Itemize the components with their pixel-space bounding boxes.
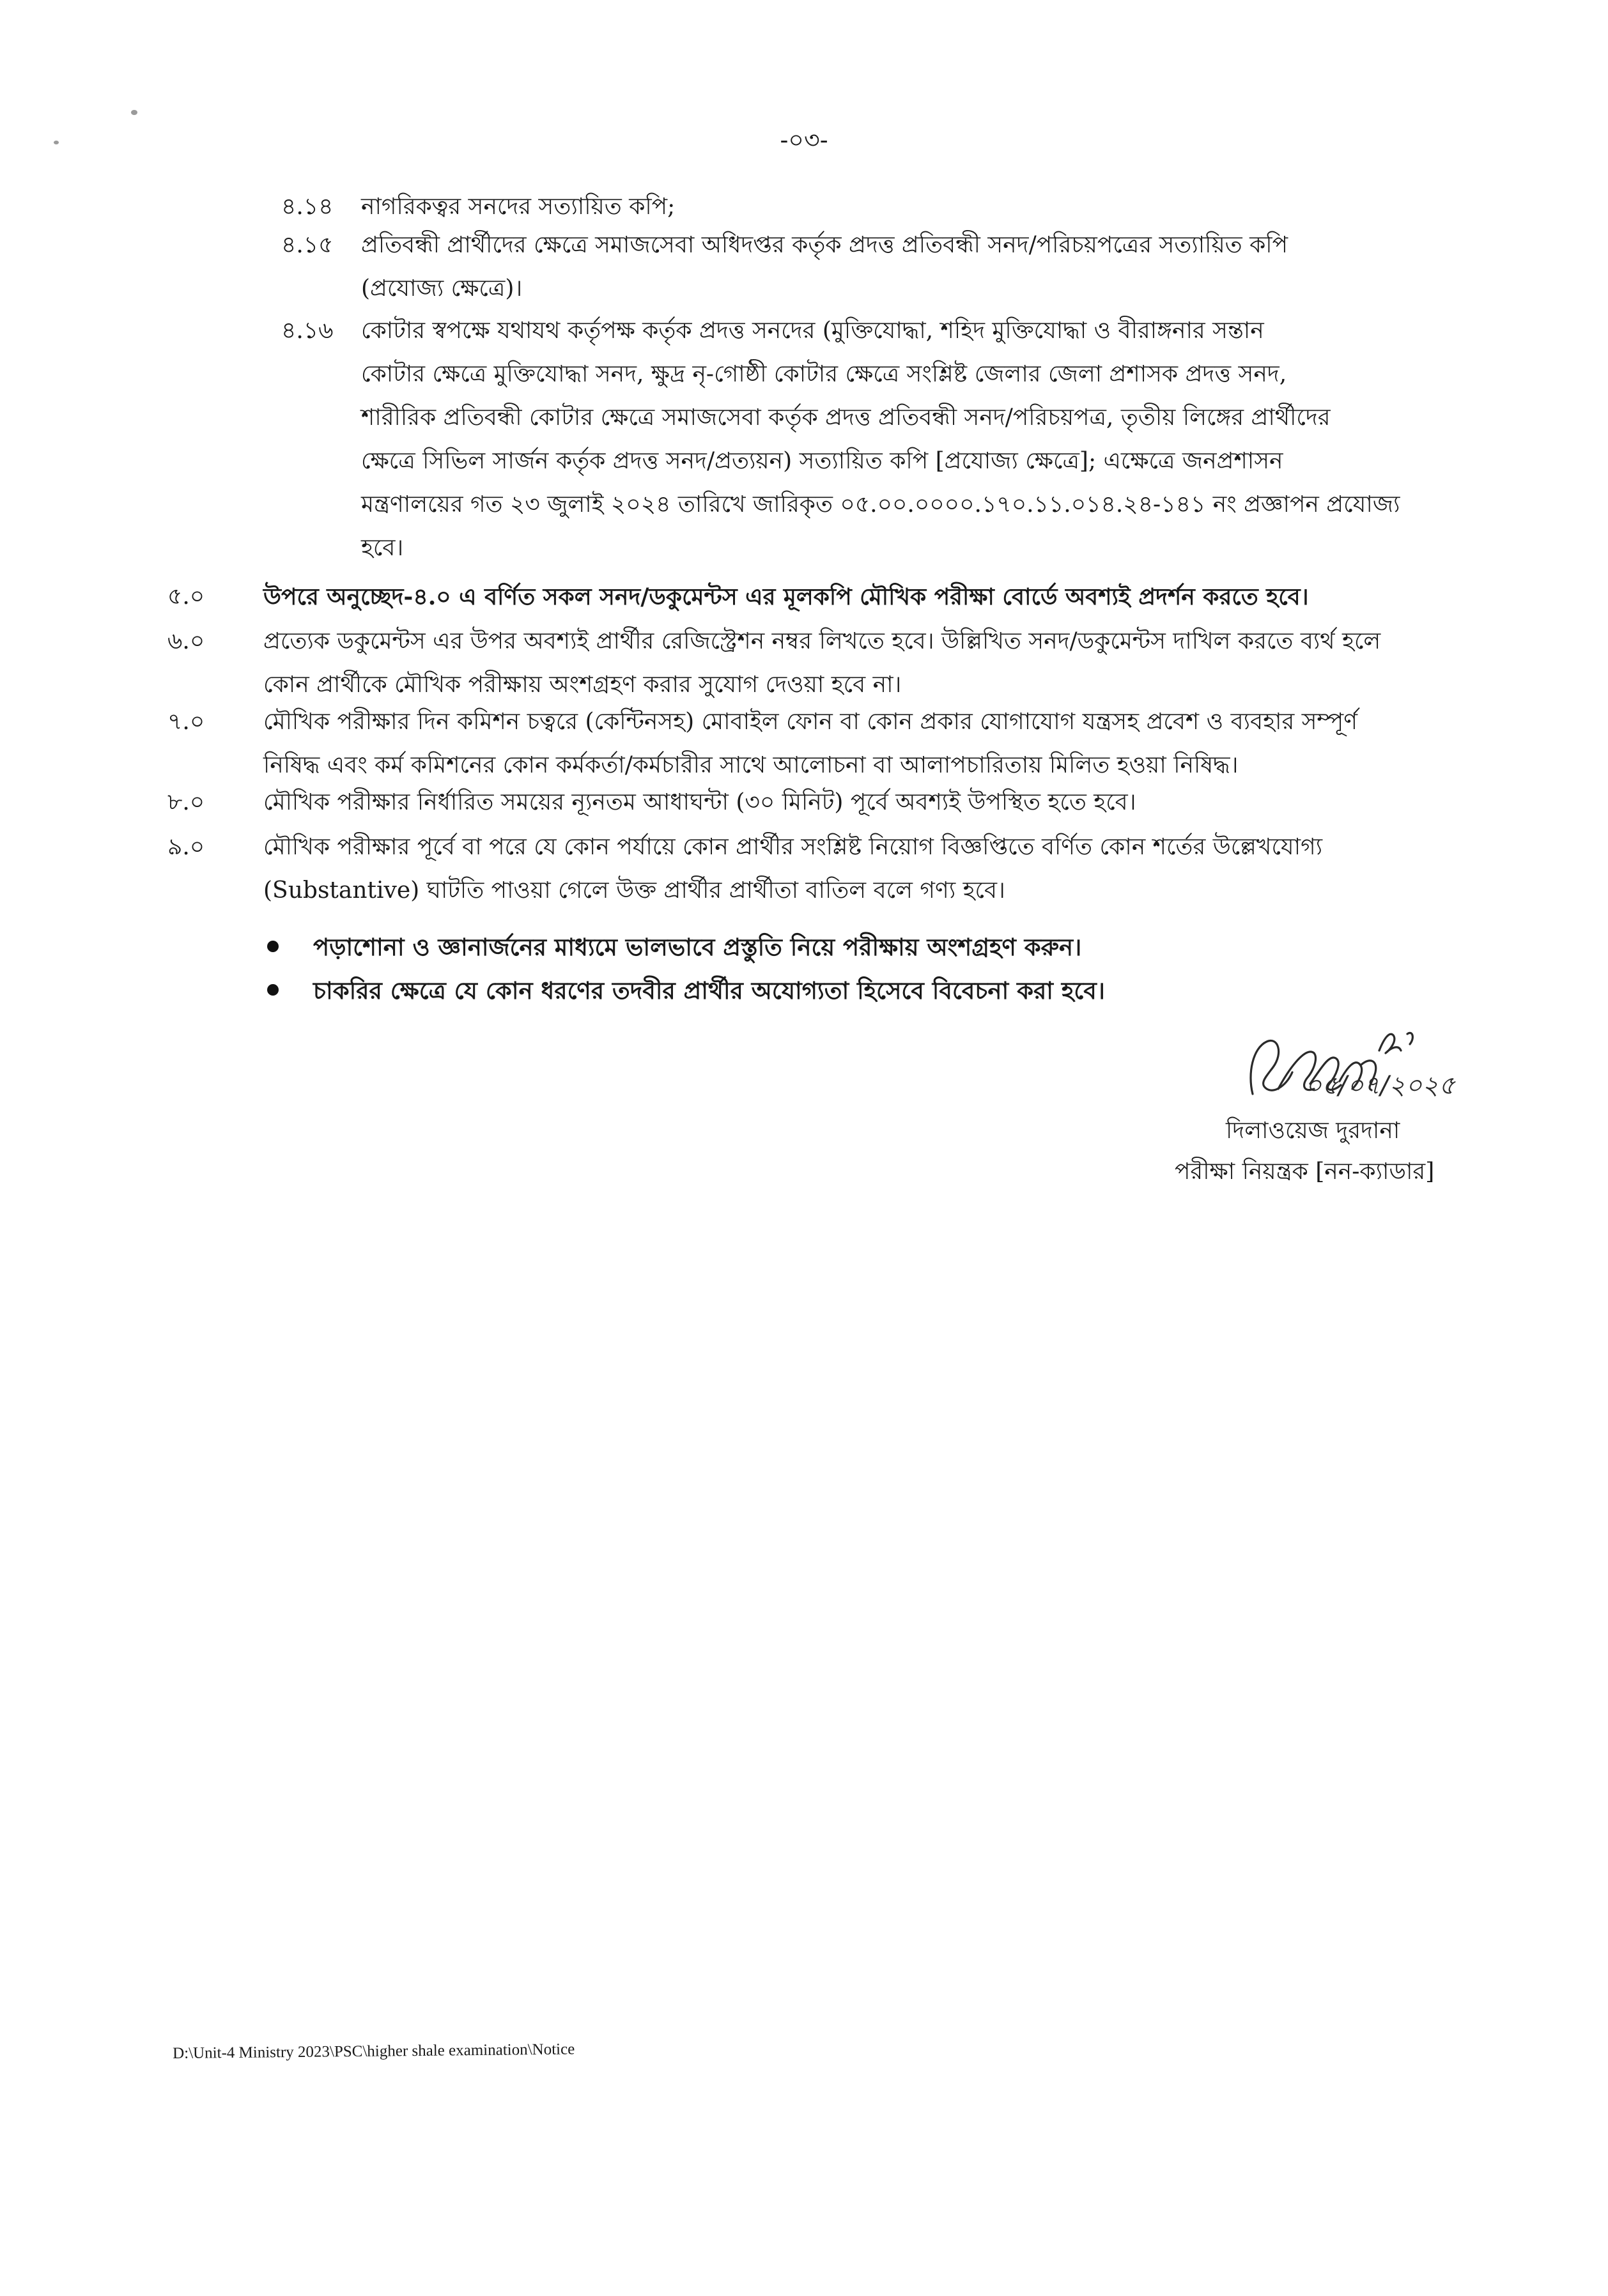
section-text: মৌখিক পরীক্ষার নির্ধারিত সময়ের ন্যূনতম আধাঘন্টা (৩০ মিনিট) পূর্বে অবশ্যই উপস্থিত হতে হবে। [263, 789, 1136, 815]
bullet-text: পড়াশোনা ও জ্ঞানার্জনের মাধ্যমে ভালভাবে প্রস্তুতি নিয়ে পরীক্ষায় অংশগ্রহণ করুন। [313, 933, 1082, 961]
signer-designation: পরীক্ষা নিয়ন্ত্রক [নন-ক্যাডার] [1175, 1159, 1435, 1185]
subitem-number: ৪.১৬ [281, 318, 334, 344]
signer-name: দিলাওয়েজ দুরদানা [1226, 1118, 1400, 1144]
bullet-dot-icon [267, 984, 279, 996]
section-number: ৯.০ [167, 834, 205, 860]
subitem-number: ৪.১৫ [281, 232, 334, 258]
section-number: ৭.০ [167, 709, 205, 735]
footer-file-path: D:\Unit-4 Ministry 2023\PSC\higher shale examination\Notice [173, 2040, 575, 2062]
section-text: উপরে অনুচ্ছেদ-৪.০ এ বর্ণিত সকল সনদ/ডকুমেন্টস এর মূলকপি মৌখিক পরীক্ষা বোর্ডে অবশ্যই প্রদর্শন করতে হবে। [263, 583, 1309, 610]
page-number: -০৩- [780, 126, 828, 154]
bullet-text: চাকরির ক্ষেত্রে যে কোন ধরণের তদবীর প্রার্থীর অযোগ্যতা হিসেবে বিবেচনা করা হবে। [313, 976, 1106, 1005]
handwritten-signature [1233, 1022, 1515, 1118]
subitem-text: প্রতিবন্ধী প্রার্থীদের ক্ষেত্রে সমাজসেবা অধিদপ্তর কর্তৃক প্রদত্ত প্রতিবন্ধী সনদ/পরিচয়পত্রের সত্যায়িত কপি (প্রযোজ্য ক্ষেত্রে)। [361, 232, 1288, 302]
section-number: ৫.০ [167, 583, 205, 610]
section-number: ৬.০ [167, 628, 205, 654]
section-text: মৌখিক পরীক্ষার পূর্বে বা পরে যে কোন পর্যায়ে কোন প্রার্থীর সংশ্লিষ্ট নিয়োগ বিজ্ঞপ্তিতে বর্ণিত কোন শর্তের উল্লেখযোগ্য (Substantive) ঘাটতি পাওয়া গেলে উক্ত প্রার্থীর প্রার্থীতা বাতিল বলে গণ্য হবে। [263, 834, 1323, 904]
signature-date: ০৫/০৭/২০২৫ [1305, 1071, 1455, 1100]
section-text: মৌখিক পরীক্ষার দিন কমিশন চত্বরে (কেন্টিনসহ) মোবাইল ফোন বা কোন প্রকার যোগাযোগ যন্ত্রসহ প্রবেশ ও ব্যবহার সম্পূর্ণ নিষিদ্ধ এবং কর্ম কমিশনের কোন কর্মকর্তা/কর্মচারীর সাথে আলোচনা বা আলাপচারিতায় মিলিত হওয়া নিষিদ্ধ। [263, 709, 1357, 778]
subitem-text: কোটার স্বপক্ষে যথাযথ কর্তৃপক্ষ কর্তৃক প্রদত্ত সনদের (মুক্তিযোদ্ধা, শহিদ মুক্তিযোদ্ধা ও বীরাঙ্গনার সন্তান কোটার ক্ষেত্রে মুক্তিযোদ্ধা সনদ, ক্ষুদ্র নৃ-গোষ্ঠী কোটার ক্ষেত্রে সংশ্লিষ্ট জেলার জেলা প্রশাসক প্রদত্ত সনদ, শারীরিক প্রতিবন্ধী কোটার ক্ষেত্রে সমাজসেবা কর্তৃক প্রদত্ত প্রতিবন্ধী সনদ/পরিচয়পত্র, তৃতীয় লিঙ্গের প্রার্থীদের ক্ষেত্রে সিভিল সার্জন কর্তৃক প্রদত্ত সনদ/প্রত্যয়ন) সত্যায়িত কপি [প্রযোজ্য ক্ষেত্রে]; এক্ষেত্রে জনপ্রশাসন মন্ত্রণালয়ের গত ২৩ জুলাই ২০২৪ তারিখে জারিকৃত ০৫.০০.০০০০.১৭০.১১.০১৪.২৪-১৪১ নং প্রজ্ঞাপন প্রযোজ্য হবে। [361, 318, 1400, 561]
section-text: প্রত্যেক ডকুমেন্টস এর উপর অবশ্যই প্রার্থীর রেজিস্ট্রেশন নম্বর লিখতে হবে। উল্লিখিত সনদ/ডকুমেন্টস দাখিল করতে ব্যর্থ হলে কোন প্রার্থীকে মৌখিক পরীক্ষায় অংশগ্রহণ করার সুযোগ দেওয়া হবে না। [263, 628, 1381, 698]
bullet-dot-icon [267, 941, 279, 952]
subitem-number: ৪.১৪ [281, 194, 334, 220]
scan-speck [131, 110, 137, 115]
section-number: ৮.০ [167, 789, 205, 815]
subitem-text: নাগরিকত্বর সনদের সত্যায়িত কপি; [361, 194, 676, 220]
